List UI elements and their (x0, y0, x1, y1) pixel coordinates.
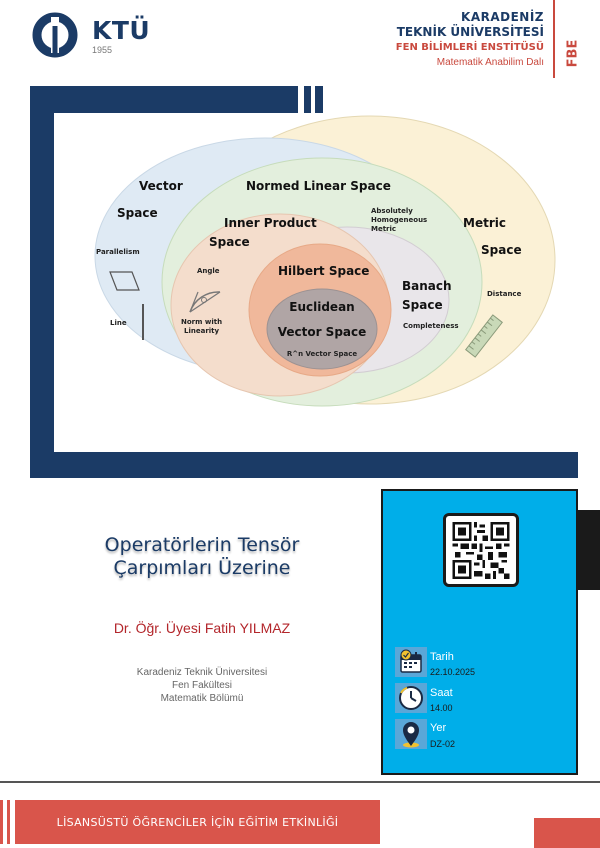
time-label: Saat (430, 687, 453, 699)
label-vector: Vector (139, 179, 183, 193)
event-author: Dr. Öğr. Üyesi Fatih YILMAZ (113, 620, 291, 636)
institution-line-3: FEN BİLİMLERİ ENSTİTÜSÜ (395, 42, 544, 53)
qr-code[interactable] (443, 513, 519, 587)
ktu-logo-icon (30, 10, 86, 60)
frame-accent-bar (315, 86, 323, 113)
qr-code-icon (452, 522, 510, 579)
affiliation-line-3: Matematik Bölümü (160, 693, 244, 704)
header-divider (553, 0, 555, 78)
label-normed: Normed Linear Space (246, 179, 391, 193)
footer-banner (15, 800, 380, 844)
side-tab (578, 510, 600, 590)
frame-left (30, 86, 54, 478)
affiliation-line-1: Karadeniz Teknik Üniversitesi (136, 667, 268, 678)
label-distance: Distance (487, 290, 522, 298)
label-banach-space: Space (402, 298, 443, 312)
label-norm-with: Norm with (181, 318, 223, 326)
institution-line-4: Matematik Anabilim Dalı (436, 57, 544, 68)
label-angle: Angle (197, 267, 220, 275)
footer-accent-bar (7, 800, 10, 844)
label-absolutely: Absolutely (371, 207, 413, 215)
institution-line-2: TEKNİK ÜNİVERSİTESİ (396, 25, 544, 39)
event-title (60, 534, 344, 580)
footer-divider (0, 781, 600, 783)
label-homogeneous: Homogeneous (371, 216, 428, 224)
label-metric: Metric (463, 216, 506, 230)
fbe-badge: FBE (565, 39, 581, 67)
spaces-venn-diagram (54, 113, 578, 452)
ktu-logo (30, 10, 160, 60)
place-label: Yer (430, 722, 447, 734)
institution-line-1: KARADENİZ (461, 10, 544, 24)
label-completeness: Completeness (403, 322, 459, 330)
footer-accent-bar (0, 800, 3, 844)
affiliation (60, 666, 344, 705)
label-vector-space-inner: Vector Space (277, 325, 367, 339)
location-pin-icon (395, 719, 427, 749)
label-parallelism: Parallelism (96, 248, 140, 256)
label-linearity: Linearity (184, 327, 220, 335)
label-banach: Banach (402, 279, 452, 293)
frame-bottom (30, 452, 578, 478)
footer-banner-text: LİSANSÜSTÜ ÖĞRENCİLER İÇİN EĞİTİM ETKİNLİĞİ (56, 815, 339, 829)
footer-corner-tab (534, 818, 600, 848)
label-inner-product: Inner Product (224, 216, 317, 230)
frame-top (30, 86, 298, 113)
label-euclidean: Euclidean (289, 300, 355, 314)
logo-text: KTÜ (92, 16, 151, 45)
place-value: DZ-02 (430, 739, 456, 749)
date-value: 22.10.2025 (430, 667, 476, 677)
label-metric-space: Space (481, 243, 522, 257)
label-line: Line (110, 319, 127, 327)
info-panel (381, 489, 578, 775)
event-title-line-2: Çarpımları Üzerine (113, 557, 291, 579)
date-label: Tarih (430, 651, 454, 663)
affiliation-line-2: Fen Fakültesi (171, 680, 233, 691)
frame-accent-bar (304, 86, 311, 113)
time-value: 14.00 (430, 703, 453, 713)
label-inner-product-space: Space (209, 235, 250, 249)
label-metric-small: Metric (371, 225, 397, 233)
label-rn: R^n Vector Space (286, 350, 358, 358)
calendar-icon (395, 647, 427, 677)
clock-icon (395, 683, 427, 713)
institution-block (396, 10, 544, 70)
label-hilbert: Hilbert Space (278, 264, 370, 278)
label-vector-space: Space (117, 206, 158, 220)
event-title-line-1: Operatörlerin Tensör (104, 534, 300, 556)
logo-year: 1955 (92, 45, 113, 55)
